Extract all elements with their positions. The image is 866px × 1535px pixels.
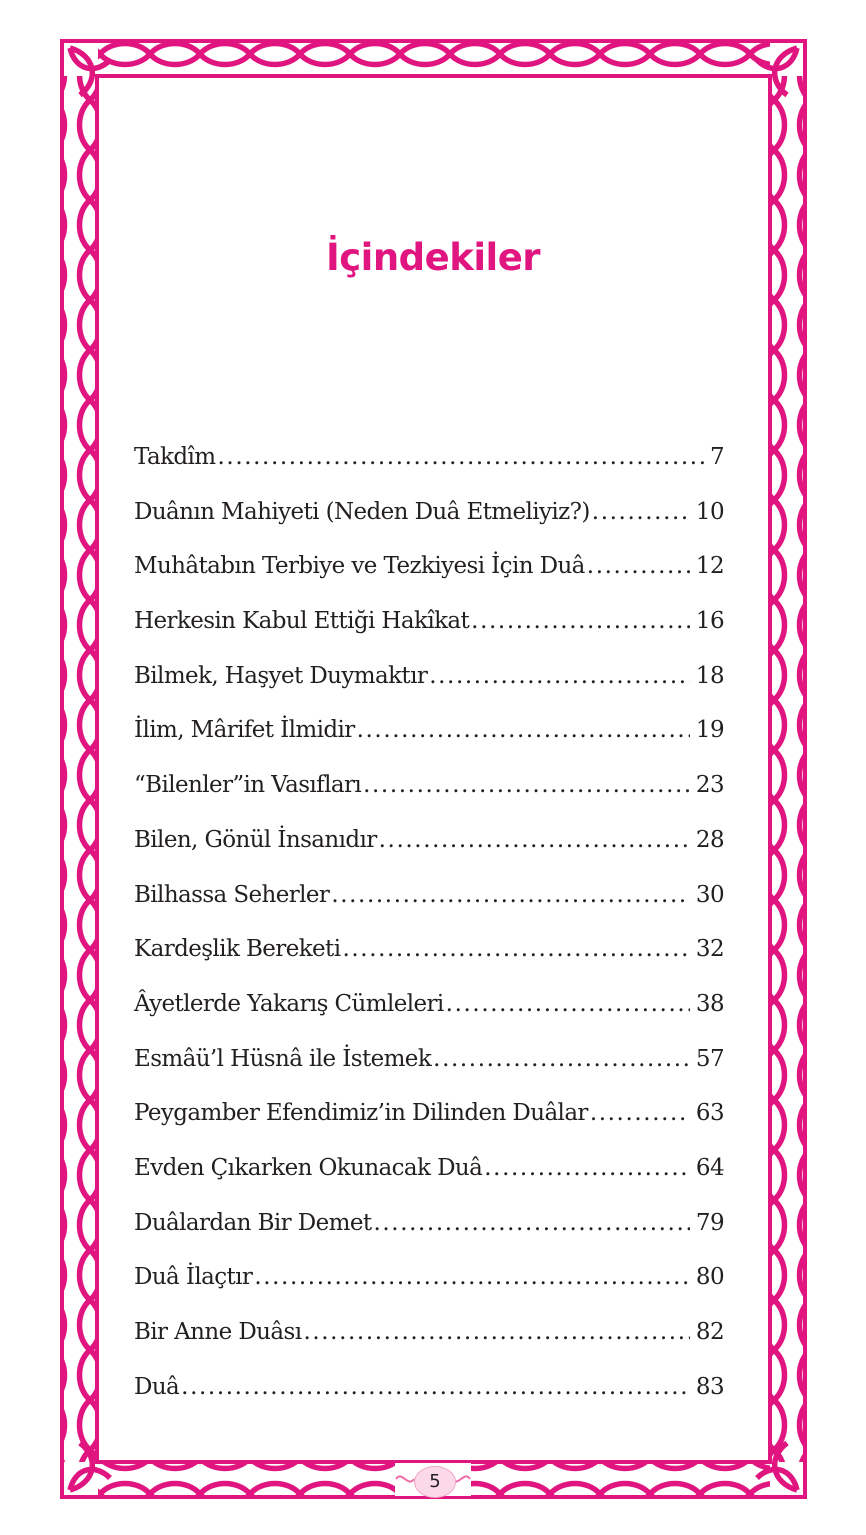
- toc-entry-label: Peygamber Efendimiz’in Dilinden Duâlar: [134, 1100, 588, 1127]
- toc-entry-label: İlim, Mârifet İlmidir: [134, 717, 355, 744]
- dot-leader: [590, 1100, 690, 1126]
- dot-leader: [218, 444, 704, 470]
- toc-entry[interactable]: [134, 1319, 724, 1374]
- toc-entry-label: Duâ: [134, 1373, 180, 1400]
- dot-leader: [373, 1210, 689, 1236]
- dot-leader: [484, 1155, 690, 1181]
- dot-leader: [303, 1319, 689, 1345]
- toc-entry-page: 83: [695, 1373, 724, 1400]
- toc-entry-label: Bilen, Gönül İnsanıdır: [134, 826, 377, 853]
- toc-entry[interactable]: [134, 936, 724, 991]
- dot-leader: [181, 1374, 690, 1400]
- toc-entry-page: 80: [695, 1264, 724, 1291]
- toc-entry-label: Muhâtabın Terbiye ve Tezkiyesi İçin Duâ: [134, 553, 585, 580]
- toc-entry-page: 10: [695, 498, 724, 525]
- toc-entry[interactable]: [134, 772, 724, 827]
- toc-entry[interactable]: [134, 1210, 724, 1265]
- toc-entry[interactable]: [134, 1046, 724, 1101]
- toc-entry-label: Evden Çıkarken Okunacak Duâ: [134, 1154, 483, 1181]
- toc-entry-page: 7: [709, 444, 724, 470]
- dot-leader: [331, 882, 690, 908]
- toc-entry-page: 23: [695, 772, 724, 799]
- toc-entry-page: 28: [695, 826, 724, 853]
- dot-leader: [433, 1046, 690, 1072]
- toc-entry[interactable]: [134, 663, 724, 718]
- toc-entry-page: 57: [695, 1045, 724, 1072]
- toc-entry-page: 12: [695, 553, 724, 580]
- toc-entry-page: 30: [695, 881, 724, 908]
- toc-entry-label: Duâlardan Bir Demet: [134, 1209, 372, 1236]
- toc-entry-page: 63: [695, 1100, 724, 1127]
- toc-entry[interactable]: [134, 717, 724, 772]
- dot-leader: [379, 827, 690, 853]
- toc-entry-page: 32: [695, 936, 724, 963]
- toc-entry-page: 64: [695, 1154, 724, 1181]
- toc-entry-label: Bilhassa Seherler: [134, 881, 330, 908]
- toc-entry[interactable]: [134, 827, 724, 882]
- toc-entry-label: “Bilenler”in Vasıfları: [134, 772, 362, 799]
- toc-entry[interactable]: [134, 991, 724, 1046]
- toc-entry-label: Bilmek, Haşyet Duymaktır: [134, 662, 428, 689]
- dot-leader: [254, 1264, 690, 1290]
- toc-entry[interactable]: [134, 882, 724, 937]
- toc-entry[interactable]: [134, 499, 724, 554]
- toc-entry[interactable]: [134, 553, 724, 608]
- toc-entry[interactable]: [134, 1100, 724, 1155]
- toc-entry[interactable]: [134, 608, 724, 663]
- dot-leader: [357, 717, 690, 743]
- toc-entry-page: 79: [695, 1209, 724, 1236]
- toc-entry-page: 19: [695, 717, 724, 744]
- dot-leader: [587, 553, 690, 579]
- toc-entry-label: Duâ İlaçtır: [134, 1264, 253, 1291]
- toc-entry-page: 16: [695, 608, 724, 635]
- toc-entry-page: 38: [695, 990, 724, 1017]
- toc-entry[interactable]: [134, 1374, 724, 1429]
- table-of-contents: [134, 444, 724, 1428]
- toc-entry-label: Duânın Mahiyeti (Neden Duâ Etmeliyiz?): [134, 498, 590, 525]
- toc-entry[interactable]: [134, 1264, 724, 1319]
- page-number-badge: 5: [414, 1466, 456, 1498]
- toc-entry-label: Esmâü’l Hüsnâ ile İstemek: [134, 1045, 432, 1072]
- toc-entry[interactable]: [134, 444, 724, 499]
- toc-entry-page: 18: [695, 662, 724, 689]
- toc-entry-label: Kardeşlik Bereketi: [134, 936, 341, 963]
- toc-entry-label: Takdîm: [134, 444, 216, 470]
- page-title: İçindekiler: [325, 236, 541, 279]
- dot-leader: [446, 991, 690, 1017]
- dot-leader: [471, 608, 690, 634]
- toc-entry-label: Âyetlerde Yakarış Cümleleri: [134, 990, 444, 1017]
- toc-entry-label: Herkesin Kabul Ettiği Hakîkat: [134, 608, 470, 635]
- dot-leader: [592, 499, 690, 525]
- toc-entry-label: Bir Anne Duâsı: [134, 1319, 302, 1345]
- dot-leader: [429, 663, 690, 689]
- toc-entry[interactable]: [134, 1155, 724, 1210]
- toc-entry-page: 82: [695, 1319, 724, 1345]
- dot-leader: [363, 772, 690, 798]
- dot-leader: [342, 936, 689, 962]
